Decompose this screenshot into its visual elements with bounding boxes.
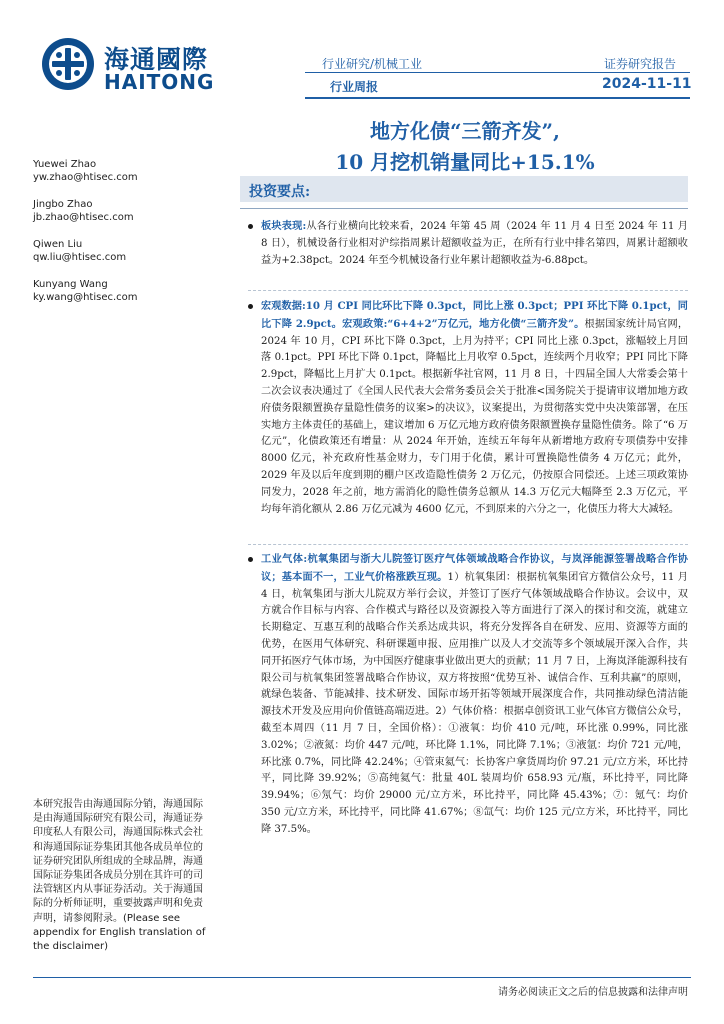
disclaimer-en: (Please see appendix for English translation of the disclaimer)	[33, 912, 206, 953]
analyst-name: Jingbo Zhao	[33, 199, 93, 210]
analyst-name: Yuewei Zhao	[33, 159, 97, 170]
analyst-email[interactable]: qw.liu@htisec.com	[33, 252, 127, 263]
bullet-icon	[248, 557, 253, 562]
haitong-logo-icon	[40, 36, 96, 92]
analyst	[33, 278, 223, 304]
report-title-line2: 10 月挖机销量同比+15.1%	[335, 150, 595, 174]
haitong-logo	[40, 36, 220, 96]
section-text: 从各行业横向比较来看，2024 年第 45 周（2024 年 11 月 4 日至 2024 年 11 月 8 日），机械设备行业相对沪综指周累计超额收益为正，在所有行业中排名第四，周累计超额收益为+2.38pct。2024 年至今机械设备行业年累计超额收益为-6.88pct。	[261, 221, 688, 266]
header-rule-top	[305, 72, 690, 73]
section-sector-performance	[248, 218, 688, 269]
report-type: 行业周报	[330, 80, 379, 94]
analyst-list	[33, 158, 223, 318]
report-date: 2024-11-11	[602, 76, 692, 92]
section-heading: 工业气体:杭氧集团与浙大儿院签订医疗气体领域战略合作协议，与岚泽能源签署战略合作协议；基本面不一，工业气价格涨跌互现。	[261, 553, 688, 583]
footer-notice: 请务必阅读正文之后的信息披露和法律声明	[498, 987, 688, 998]
footer-rule	[33, 977, 691, 978]
disclaimer	[33, 798, 211, 954]
analyst	[33, 238, 223, 264]
section-macro-data	[248, 298, 688, 518]
brand-name-en: HAITONG	[104, 70, 215, 94]
analyst-email[interactable]: jb.zhao@htisec.com	[33, 212, 134, 223]
section-body	[261, 218, 688, 269]
analyst	[33, 198, 223, 224]
bullet-icon	[248, 304, 253, 309]
section-heading: 板块表现:	[261, 220, 307, 232]
report-title-line1: 地方化债“三箭齐发”,	[370, 119, 560, 143]
header-rule-bottom	[305, 97, 690, 99]
section-heading: 宏观数据:10 月 CPI 同比环比下降 0.3pct，同比上涨 0.3pct；PPI 环比下降 0.1pct，同比下降 2.9pct。宏观政策:“6+4+2”万亿元，地方化债“三箭齐发”。	[261, 300, 688, 330]
report-label: 证券研究报告	[604, 57, 677, 71]
analyst-email[interactable]: yw.zhao@htisec.com	[33, 172, 138, 183]
section-industrial-gas	[248, 551, 688, 839]
key-points-rule	[240, 208, 688, 209]
analyst-name: Qiwen Liu	[33, 239, 83, 250]
section-divider	[248, 290, 688, 291]
brand-name-cn: 海通國際	[104, 45, 209, 74]
section-divider	[248, 544, 688, 545]
bullet-icon	[248, 224, 253, 229]
key-points-heading: 投资要点:	[249, 184, 311, 200]
analyst	[33, 158, 223, 184]
section-text: 1）杭氧集团：根据杭氧集团官方微信公众号，11 月 4 日，杭氧集团与浙大儿院双方举行会议，并签订了医疗气体领域战略合作协议。会议中，双方就合作目标与内容、合作模式与路径以及资源投入等方面进行了深入的探讨和交流，就建立长期稳定、互惠互利的战略合作关系达成共识，将充分发挥各自在研发、应用、资源等方面的优势，在医用气体研究、科研课题申报、应用推广以及人才交流等多个领域展开深入合作，共同开拓医疗气体市场，为中国医疗健康事业做出更大的贡献；11 月 7 日，上海岚泽能源科技有限公司与杭氧集团签署战略合作协议，双方将按照“优势互补、诚信合作、互利共赢”的原则，就绿色装备、节能减排、技术研发、国际市场开拓等领域开展深度合作，共同推动绿色清洁能源技术开发及应用向价值链高端迈进。2）气体价格：根据卓创资讯工业气体官方微信公众号，截至本周四（11 月 7 日，全国价格）：①液氧：均价 410 元/吨，环比涨 0.99%，同比涨 3.02%；②液氮：均价 447 元/吨，环比降 1.1%，同比降 7.1%；③液氩：均价 721 元/吨，环比涨 0.7%，同比降 42.24%；④管束氦气：长协客户拿货周均价 97.21 元/立方米，环比持平，同比降 39.92%；⑤高纯氦气：批量 40L 装周均价 658.93 元/瓶，环比持平，同比降 39.94%；⑥氖气：均价 29000 元/立方米，环比持平，同比降 45.43%；⑦：氪气：均价 350 元/立方米，环比持平，同比降 41.67%；⑧氙气：均价 125 元/立方米，环比持平，同比降 37.5%。	[261, 571, 688, 835]
section-body	[261, 551, 688, 839]
section-body	[261, 298, 688, 518]
disclaimer-cn: 本研究报告由海通国际分销，海通国际是由海通国际研究有限公司，海通证券印度私人有限公司，海通国际株式会社和海通国际证券集团其他各成员单位的证券研究团队所组成的全球品牌，海通国际证券集团各成员分别在其许可的司法管辖区内从事证券活动。关于海通国际的分析师证明，重要披露声明和免责声明，请参阅附录。	[33, 799, 203, 924]
analyst-email[interactable]: ky.wang@htisec.com	[33, 292, 138, 303]
analyst-name: Kunyang Wang	[33, 279, 108, 290]
section-text: 根据国家统计局官网，2024 年 10 月，CPI 环比下降 0.3pct，上月为持平；CPI 同比上涨 0.3pct，涨幅较上月回落 0.1pct。PPI 环比下降 0.1pct，降幅比上月收窄 0.5pct，连续两个月收窄；PPI 同比下降 2.9pct，降幅比上月扩大 0.1pct。根据新华社官网，11 月 8 日，十四届全国人大常委会第十二次会议表决通过了《全国人民代表大会常务委员会关于批准<国务院关于提请审议增加地方政府债务限额置换存量隐性债务的议案>的决议》，议案提出，为贯彻落实党中央决策部署，在压实地方主体责任的基础上，建议增加 6 万亿元地方政府债务限额置换存量隐性债务。除了“6 万亿元”，化债政策还有增量：从 2024 年开始，连续五年每年从新增地方政府专项债券中安排 8000 亿元，补充政府性基金财力，专门用于化债，累计可置换隐性债务 4 万亿元；此外，2029 年及以后年度到期的棚户区改造隐性债务 2 万亿元，仍按原合同偿还。上述三项政策协同发力，2028 年之前，地方需消化的隐性债务总额从 14.3 万亿元大幅降至 2.3 万亿元，平均每年消化额从 2.86 万亿元减为 4600 亿元，不到原来的六分之一，化债压力将大大减轻。	[261, 318, 689, 515]
report-category: 行业研究/机械工业	[322, 57, 423, 71]
